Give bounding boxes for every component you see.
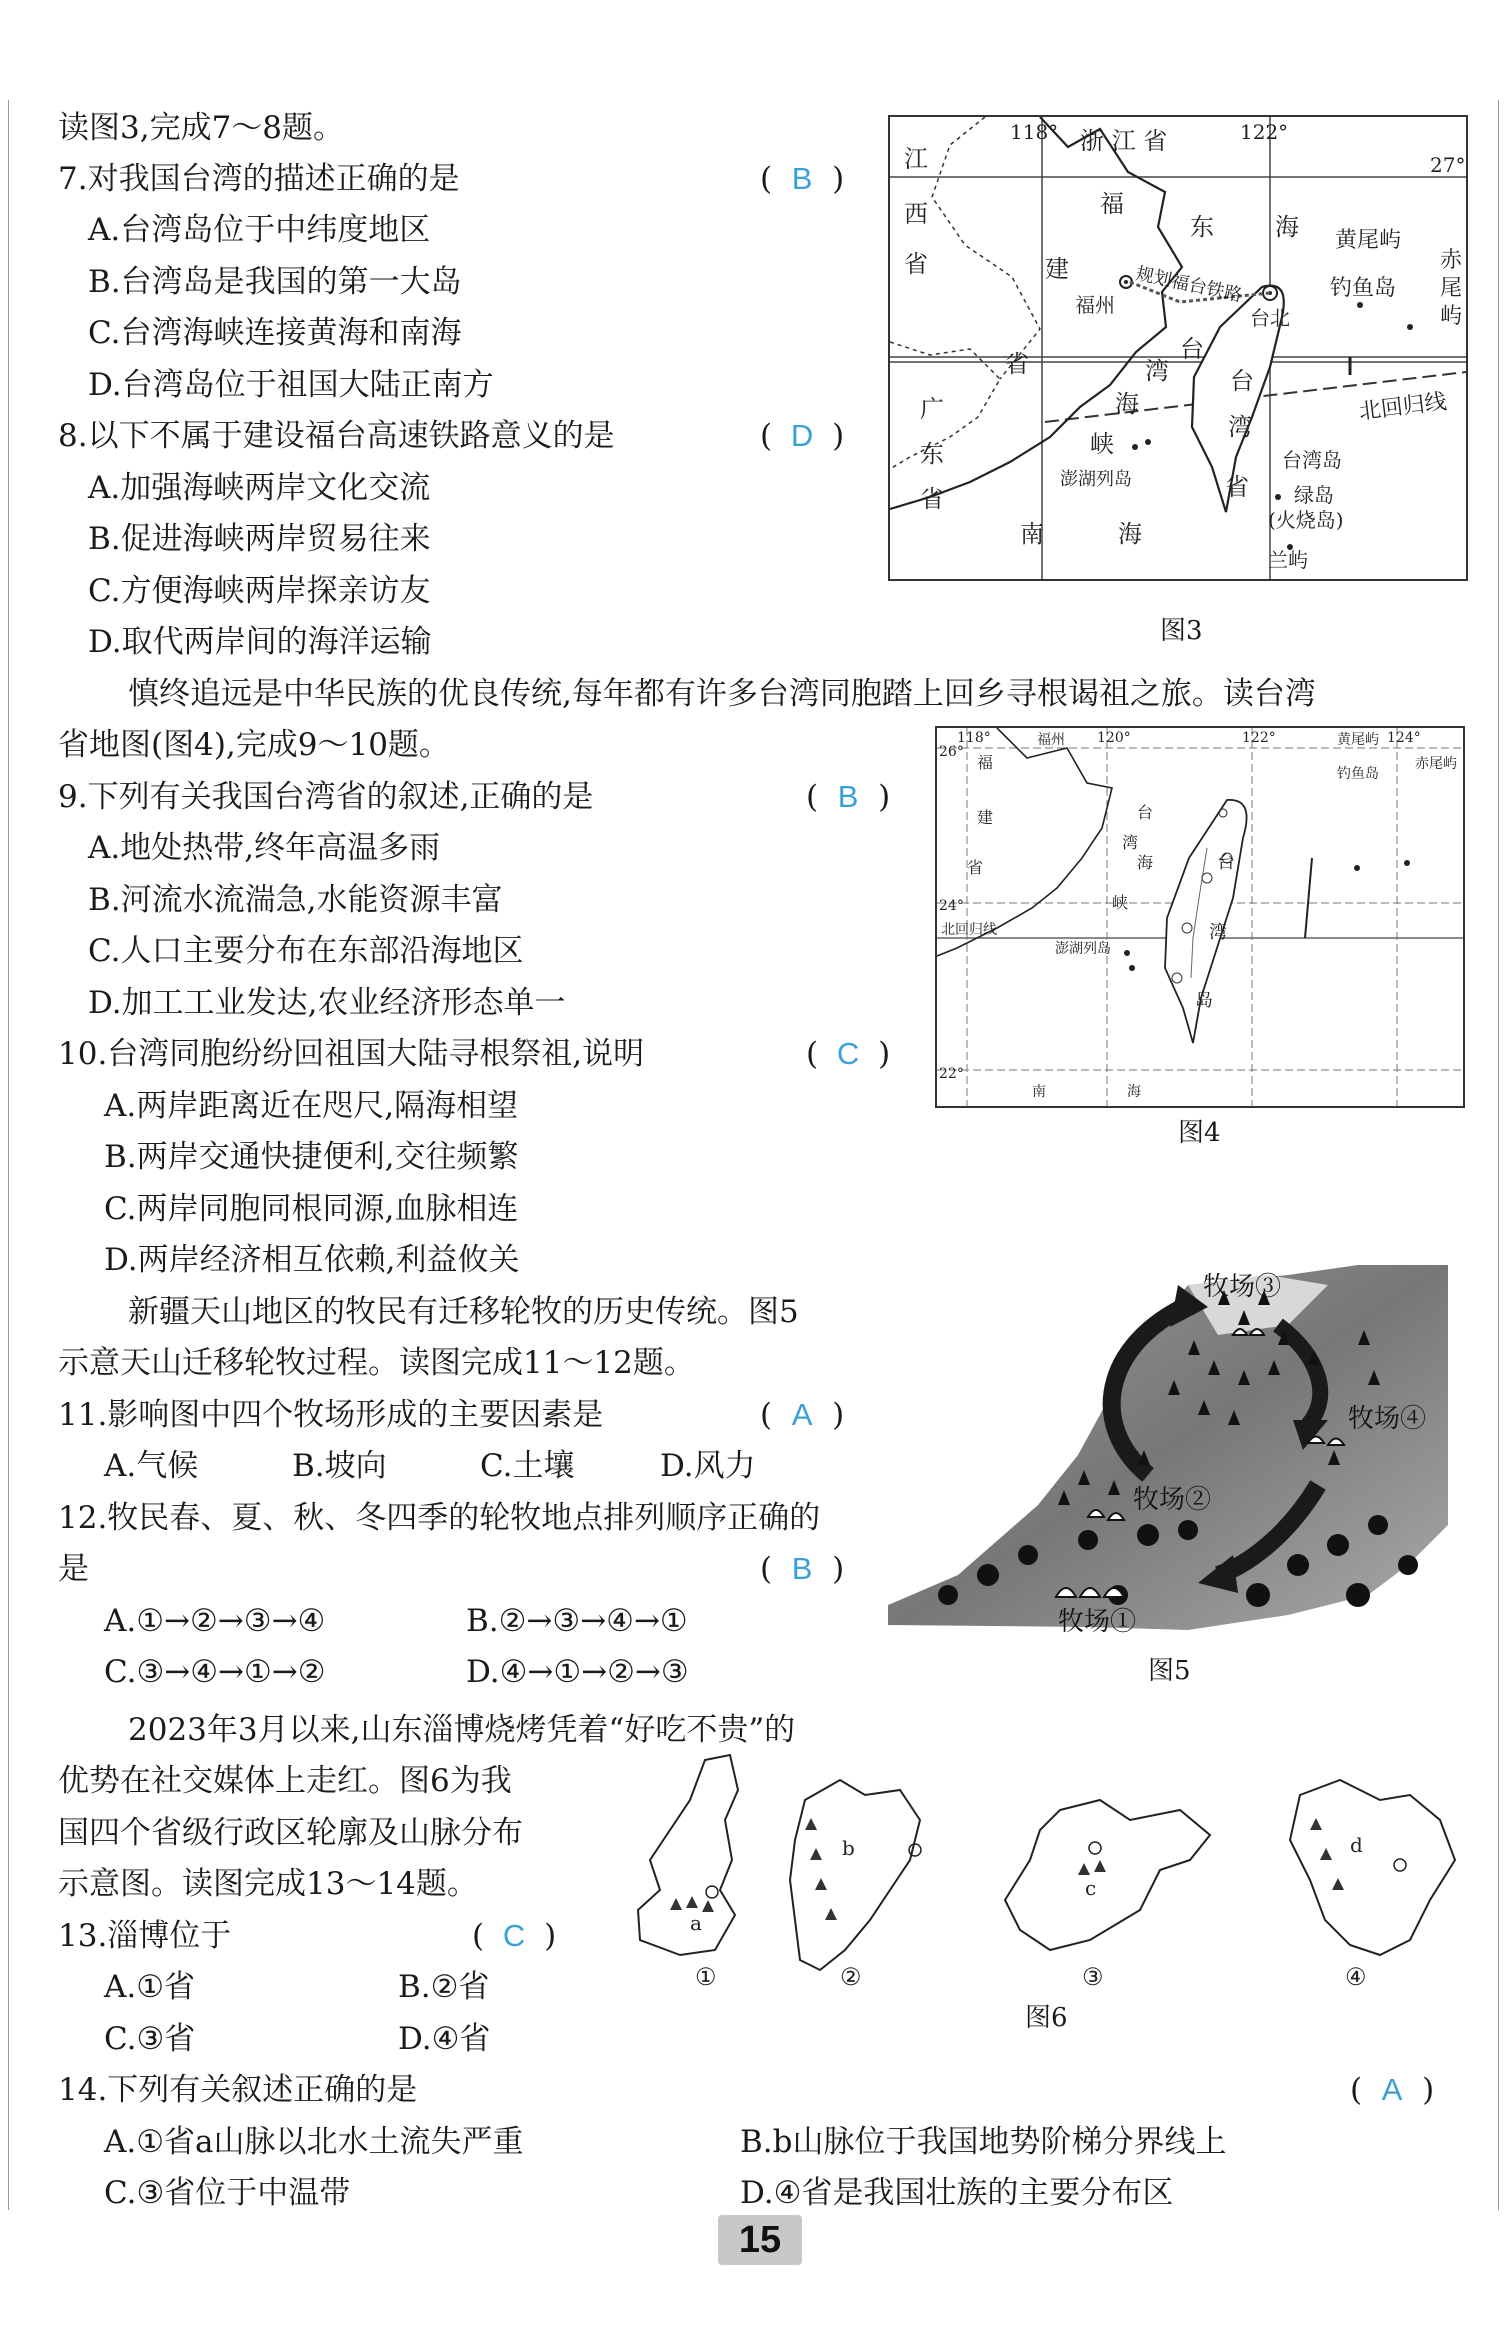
fig3-strait-2: 湾: [1145, 357, 1169, 385]
intro-fig6-line1: 2023年3月以来,山东淄博烧烤凭着“好吃不贵”的: [128, 1712, 796, 1748]
q13-option-a: A.①省: [104, 1969, 196, 2005]
q14-option-b: B.b山脉位于我国地势阶梯分界线上: [740, 2124, 1227, 2160]
q12-option-a: A.①→②→③→④: [104, 1603, 326, 1639]
fig3-donghai-1: 东: [1190, 213, 1214, 241]
q9-option-c: C.人口主要分布在东部沿海地区: [88, 933, 524, 969]
fig6-number-4: ④: [1345, 1963, 1367, 1990]
q11-option-a: A.气候: [104, 1448, 199, 1484]
intro-fig5-line1: 新疆天山地区的牧民有迁移轮牧的历史传统。图5: [128, 1294, 799, 1330]
fig3-lon2: 122°: [1240, 120, 1289, 144]
intro-fig4-line1: 慎终追远是中华民族的优良传统,每年都有许多台湾同胞踏上回乡寻根谒祖之旅。读台湾: [128, 676, 1316, 712]
q10-answer: ( C ): [806, 1036, 891, 1072]
fig3-kaohsiung: 台湾岛: [1282, 448, 1342, 472]
q11-option-c: C.土壤: [480, 1448, 575, 1484]
q7-option-a: A.台湾岛位于中纬度地区: [88, 212, 431, 248]
fig4-nan: 南: [1032, 1084, 1046, 1100]
right-margin-line: [1498, 100, 1499, 2210]
fig3-donghai-2: 海: [1275, 213, 1299, 241]
q13-answer: ( C ): [472, 1918, 557, 1954]
fig3-zhejiang: 浙 江 省: [1080, 127, 1168, 155]
q13-option-d: D.④省: [398, 2021, 491, 2057]
fig4-tai-a: 台: [1137, 803, 1154, 822]
q8-option-c: C.方便海峡两岸探亲访友: [88, 573, 431, 609]
figure-3-caption: 图3: [1160, 616, 1203, 646]
fig4-lon124: 124°: [1387, 730, 1421, 746]
fig6-mountain-c: c: [1085, 1876, 1097, 1900]
fig4-lat22: 22°: [939, 1066, 964, 1082]
fig4-dao: 岛: [1195, 990, 1213, 1011]
fig3-nanhai-2: 海: [1118, 520, 1142, 548]
q14-option-c: C.③省位于中温带: [104, 2175, 351, 2211]
q10-option-d: D.两岸经济相互依赖,利益攸关: [104, 1242, 520, 1278]
q7-answer-value: B: [791, 161, 813, 196]
q10-option-c: C.两岸同胞同根同源,血脉相连: [104, 1191, 519, 1227]
fig3-fuzhou: 福州: [1075, 293, 1115, 317]
figure-6-outlines: [620, 1740, 1490, 1990]
q10-stem: 10.台湾同胞纷纷回祖国大陆寻根祭祖,说明: [58, 1036, 645, 1072]
fig6-mountain-d: d: [1350, 1833, 1363, 1857]
intro-fig6-line4: 示意图。读图完成13～14题。: [58, 1866, 478, 1902]
fig3-chiwei-1: 赤: [1440, 248, 1463, 273]
intro-fig6-line2: 优势在社交媒体上走红。图6为我: [58, 1763, 512, 1799]
q11-option-d: D.风力: [660, 1448, 756, 1484]
fig3-jiangxi-2: 西: [904, 200, 928, 228]
fig3-fujian-1: 福: [1100, 190, 1124, 218]
intro-fig6-line3: 国四个省级行政区轮廓及山脉分布: [58, 1815, 523, 1851]
q12-answer: ( B ): [760, 1551, 845, 1587]
q9-option-a: A.地处热带,终年高温多雨: [88, 830, 441, 866]
fig5-pasture-3: 牧场③: [1203, 1272, 1282, 1302]
figure-4-caption: 图4: [1178, 1118, 1221, 1148]
q12-option-c: C.③→④→①→②: [104, 1654, 326, 1690]
q14-option-d: D.④省是我国壮族的主要分布区: [740, 2175, 1174, 2211]
fig3-chiwei-3: 屿: [1440, 304, 1463, 329]
q14-stem: 14.下列有关叙述正确的是: [58, 2072, 418, 2108]
q12-option-b: B.②→③→④→①: [466, 1603, 688, 1639]
fig3-strait-4: 峡: [1090, 430, 1114, 458]
q8-option-d: D.取代两岸间的海洋运输: [88, 624, 432, 660]
fig4-hai-b: 海: [1127, 1084, 1141, 1100]
q8-option-a: A.加强海峡两岸文化交流: [88, 470, 431, 506]
fig6-mountain-a: a: [690, 1911, 702, 1935]
fig6-mountain-b: b: [842, 1836, 855, 1860]
q13-stem: 13.淄博位于: [58, 1918, 232, 1954]
fig3-huoshao: (火烧岛): [1268, 508, 1344, 532]
q7-answer: ( B ): [760, 161, 845, 197]
fig3-tw-2: 湾: [1228, 413, 1252, 441]
q8-option-b: B.促进海峡两岸贸易往来: [88, 521, 431, 557]
fig4-wan-a: 湾: [1122, 833, 1139, 852]
left-margin-line: [8, 100, 9, 2210]
fig3-tropic: 北回归线: [1357, 389, 1449, 425]
q7-stem: 7.对我国台湾的描述正确的是: [58, 161, 460, 197]
q7-option-c: C.台湾海峡连接黄海和南海: [88, 315, 462, 351]
intro-fig4-line2: 省地图(图4),完成9～10题。: [58, 727, 450, 763]
fig3-fujian-3: 省: [1005, 350, 1029, 378]
fig3-chiwei-2: 尾: [1440, 276, 1463, 301]
q12-answer-value: B: [791, 1551, 813, 1586]
q11-stem: 11.影响图中四个牧场形成的主要因素是: [58, 1397, 604, 1433]
fig4-sheng: 省: [967, 858, 984, 877]
fig3-strait-3: 海: [1115, 390, 1139, 418]
q9-option-d: D.加工工业发达,农业经济形态单一: [88, 985, 566, 1021]
q7-option-b: B.台湾岛是我国的第一大岛: [88, 264, 462, 300]
fig4-diaoyu: 钓鱼岛: [1337, 766, 1379, 782]
q12-stem-line1: 12.牧民春、夏、秋、冬四季的轮牧地点排列顺序正确的: [58, 1500, 821, 1536]
fig3-strait-1: 台: [1180, 335, 1204, 363]
q10-answer-value: C: [836, 1036, 860, 1071]
q9-stem: 9.下列有关我国台湾省的叙述,正确的是: [58, 779, 594, 815]
fig3-fujian-2: 建: [1045, 255, 1069, 283]
fig4-chiwei: 赤尾屿: [1415, 756, 1457, 772]
fig4-fu: 福: [977, 753, 994, 772]
fig5-pasture-2: 牧场②: [1133, 1485, 1212, 1515]
fig3-guangdong-1: 广: [920, 395, 944, 423]
fig3-lvdao: 绿岛: [1294, 483, 1334, 507]
fig3-railway: 规划福台铁路: [1133, 263, 1244, 307]
fig4-tropic: 北回归线: [941, 922, 997, 938]
intro-fig5-line2: 示意天山迁移轮牧过程。读图完成11～12题。: [58, 1345, 695, 1381]
fig4-lon118: 118°: [957, 730, 991, 746]
q14-answer-value: A: [1381, 2072, 1403, 2107]
q10-option-a: A.两岸距离近在咫尺,隔海相望: [104, 1088, 519, 1124]
fig3-tw-1: 台: [1230, 367, 1254, 395]
q12-stem-line2: 是: [58, 1551, 89, 1587]
fig4-lon122: 122°: [1242, 730, 1276, 746]
q8-answer-value: D: [790, 418, 814, 453]
fig4-jian: 建: [977, 808, 994, 827]
fig3-lon1: 118°: [1010, 120, 1059, 144]
q13-option-c: C.③省: [104, 2021, 196, 2057]
fig6-number-1: ①: [695, 1963, 717, 1990]
fig4-hai-a: 海: [1137, 853, 1154, 872]
fig3-diaoyu: 钓鱼岛: [1330, 276, 1397, 301]
fig3-tw-3: 省: [1225, 473, 1249, 501]
figure-6-caption: 图6: [1025, 2003, 1068, 2033]
fig3-huangwei: 黄尾屿: [1335, 228, 1402, 253]
q11-answer: ( A ): [760, 1397, 845, 1433]
fig4-lon120: 120°: [1097, 730, 1131, 746]
fig4-wan-b: 湾: [1209, 922, 1227, 943]
figure-3-map: [888, 115, 1468, 581]
fig4-tai-b: 台: [1217, 852, 1235, 873]
fig3-taipei: 台北: [1250, 306, 1290, 330]
fig6-number-2: ②: [840, 1963, 862, 1990]
q12-option-d: D.④→①→②→③: [466, 1654, 689, 1690]
q10-option-b: B.两岸交通快捷便利,交往频繁: [104, 1139, 519, 1175]
q9-answer-value: B: [837, 779, 859, 814]
intro-fig3: 读图3,完成7～8题。: [58, 110, 345, 146]
fig3-guangdong-3: 省: [920, 485, 944, 513]
fig3-penghu: 澎湖列岛: [1060, 469, 1132, 490]
fig3-jiangxi-1: 江: [904, 145, 928, 173]
fig3-lat1: 27°: [1430, 153, 1466, 177]
figure-4-map: [935, 726, 1465, 1108]
fig4-huangwei: 黄尾屿: [1337, 732, 1379, 748]
fig4-fuzhou: 福州: [1037, 732, 1065, 748]
q11-option-b: B.坡向: [292, 1448, 387, 1484]
q9-answer: ( B ): [806, 779, 891, 815]
fig4-lat24: 24°: [939, 898, 964, 914]
figure-5-caption: 图5: [1148, 1656, 1191, 1686]
fig3-lanyu: 兰屿: [1268, 548, 1308, 572]
q7-option-d: D.台湾岛位于祖国大陆正南方: [88, 367, 494, 403]
fig3-jiangxi-3: 省: [904, 250, 928, 278]
fig4-xia: 峡: [1112, 893, 1129, 912]
fig4-lat26: 26°: [939, 744, 964, 760]
fig4-penghu: 澎湖列岛: [1055, 941, 1111, 957]
fig5-pasture-1: 牧场①: [1058, 1607, 1137, 1635]
fig3-guangdong-2: 东: [920, 440, 944, 468]
q13-option-b: B.②省: [398, 1969, 490, 2005]
q8-stem: 8.以下不属于建设福台高速铁路意义的是: [58, 418, 615, 454]
q9-option-b: B.河流水流湍急,水能资源丰富: [88, 882, 503, 918]
figure-5-diagram: [888, 1265, 1448, 1635]
q8-answer: ( D ): [760, 418, 845, 454]
q14-option-a: A.①省a山脉以北水土流失严重: [104, 2124, 524, 2160]
fig6-number-3: ③: [1082, 1963, 1104, 1990]
q14-answer: ( A ): [1350, 2072, 1435, 2108]
q11-answer-value: A: [791, 1397, 813, 1432]
fig5-pasture-4: 牧场④: [1348, 1404, 1427, 1434]
q13-answer-value: C: [502, 1918, 526, 1953]
fig3-nanhai-1: 南: [1020, 520, 1044, 548]
page-number: 15: [718, 2215, 802, 2265]
